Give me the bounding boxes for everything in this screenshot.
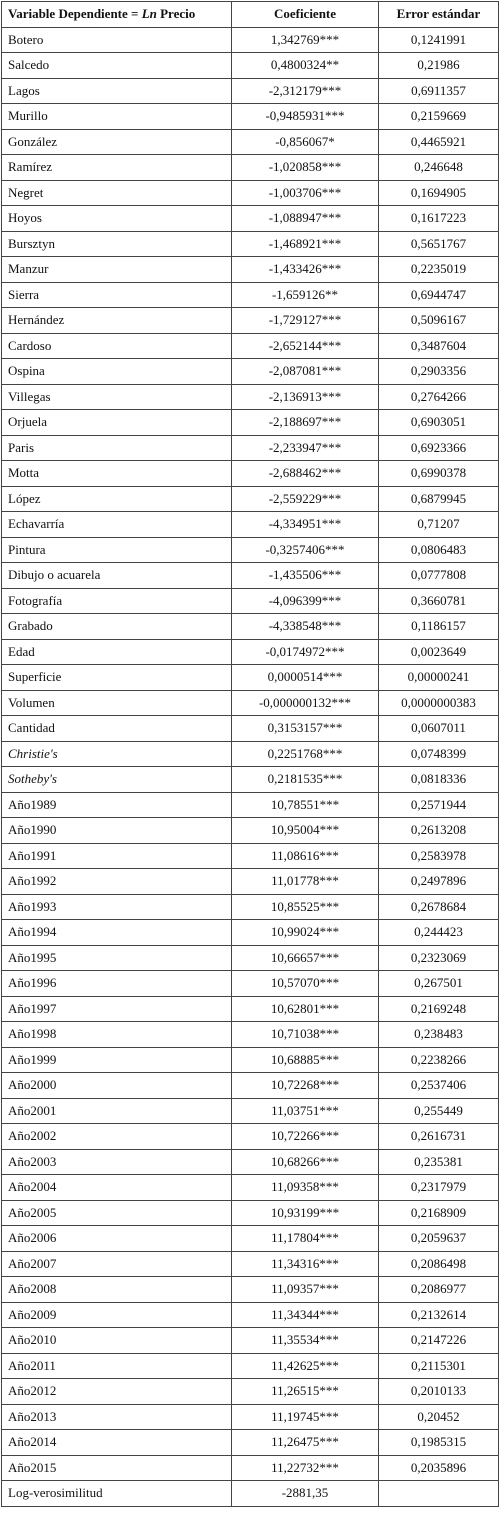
- coefficient-cell: -0,0174972***: [232, 639, 379, 665]
- standard-error-cell: 0,0818336: [379, 767, 499, 793]
- table-row: [2, 767, 499, 793]
- table-row: [2, 818, 499, 844]
- variable-cell: Sierra: [2, 282, 232, 308]
- coefficient-cell: 11,42625***: [232, 1353, 379, 1379]
- variable-cell: Negret: [2, 180, 232, 206]
- coefficient-cell: -2,559229***: [232, 486, 379, 512]
- table-row: [2, 920, 499, 946]
- variable-cell: Año1992: [2, 869, 232, 895]
- standard-error-cell: 0,2159669: [379, 104, 499, 130]
- standard-error-cell: 0,20452: [379, 1404, 499, 1430]
- variable-cell: Dibujo o acuarela: [2, 563, 232, 589]
- variable-cell: Fotografía: [2, 588, 232, 614]
- table-row: [2, 690, 499, 716]
- coefficient-cell: -1,729127***: [232, 308, 379, 334]
- variable-cell: Año2010: [2, 1328, 232, 1354]
- variable-cell: Año2005: [2, 1200, 232, 1226]
- table-row: [2, 1149, 499, 1175]
- coefficient-cell: -1,020858***: [232, 155, 379, 181]
- variable-cell: Motta: [2, 461, 232, 487]
- standard-error-cell: 0,0000000383: [379, 690, 499, 716]
- coefficient-cell: 10,95004***: [232, 818, 379, 844]
- coefficient-cell: 11,17804***: [232, 1226, 379, 1252]
- table-row: [2, 614, 499, 640]
- coefficient-cell: 11,09357***: [232, 1277, 379, 1303]
- table-row: [2, 1124, 499, 1150]
- variable-cell: Año1996: [2, 971, 232, 997]
- table-row: [2, 104, 499, 130]
- table-row: [2, 1430, 499, 1456]
- variable-cell: López: [2, 486, 232, 512]
- table-row: [2, 1175, 499, 1201]
- standard-error-cell: 0,3660781: [379, 588, 499, 614]
- coefficient-cell: 1,342769***: [232, 27, 379, 53]
- variable-cell: Año2009: [2, 1302, 232, 1328]
- coefficient-cell: -2,087081***: [232, 359, 379, 385]
- standard-error-cell: 0,1694905: [379, 180, 499, 206]
- table-row: [2, 869, 499, 895]
- table-row: [2, 1404, 499, 1430]
- standard-error-cell: 0,2613208: [379, 818, 499, 844]
- standard-error-cell: 0,0806483: [379, 537, 499, 563]
- table-row: [2, 512, 499, 538]
- table-row: [2, 27, 499, 53]
- table-row: [2, 333, 499, 359]
- variable-cell: Año2013: [2, 1404, 232, 1430]
- standard-error-cell: 0,2497896: [379, 869, 499, 895]
- variable-cell: Año2003: [2, 1149, 232, 1175]
- variable-cell: Año2008: [2, 1277, 232, 1303]
- table-row: [2, 257, 499, 283]
- table-row: [2, 894, 499, 920]
- header-row: [2, 2, 499, 28]
- variable-cell: Año2006: [2, 1226, 232, 1252]
- coefficient-cell: 0,0000514***: [232, 665, 379, 691]
- variable-cell: Botero: [2, 27, 232, 53]
- header-prefix: Variable Dependiente =: [8, 6, 142, 22]
- table-row: [2, 1200, 499, 1226]
- table-row: [2, 639, 499, 665]
- standard-error-cell: 0,235381: [379, 1149, 499, 1175]
- standard-error-cell: 0,2115301: [379, 1353, 499, 1379]
- standard-error-cell: 0,2132614: [379, 1302, 499, 1328]
- variable-cell: Año1991: [2, 843, 232, 869]
- standard-error-cell: 0,00000241: [379, 665, 499, 691]
- table-row: [2, 231, 499, 257]
- table-row: [2, 282, 499, 308]
- table-row: [2, 206, 499, 232]
- coefficient-cell: -4,338548***: [232, 614, 379, 640]
- standard-error-cell: 0,2903356: [379, 359, 499, 385]
- standard-error-cell: [379, 1481, 499, 1507]
- coefficient-cell: 11,26475***: [232, 1430, 379, 1456]
- variable-cell: Hernández: [2, 308, 232, 334]
- table-row: [2, 588, 499, 614]
- standard-error-cell: 0,2616731: [379, 1124, 499, 1150]
- coefficient-cell: 11,26515***: [232, 1379, 379, 1405]
- standard-error-cell: 0,2235019: [379, 257, 499, 283]
- table-row: [2, 308, 499, 334]
- header-suffix: Precio: [156, 6, 196, 22]
- coefficient-cell: -1,659126**: [232, 282, 379, 308]
- coefficient-cell: -2881,35: [232, 1481, 379, 1507]
- coefficient-cell: 10,78551***: [232, 792, 379, 818]
- coefficient-cell: -0,3257406***: [232, 537, 379, 563]
- variable-cell: Año2014: [2, 1430, 232, 1456]
- variable-cell: Cardoso: [2, 333, 232, 359]
- coefficient-cell: -2,652144***: [232, 333, 379, 359]
- coefficient-cell: -1,468921***: [232, 231, 379, 257]
- coefficient-cell: -2,188697***: [232, 410, 379, 436]
- table-row: [2, 1302, 499, 1328]
- table-row: [2, 1481, 499, 1507]
- coefficient-cell: 11,01778***: [232, 869, 379, 895]
- coefficient-cell: -4,096399***: [232, 588, 379, 614]
- variable-cell: Año1999: [2, 1047, 232, 1073]
- coefficient-cell: 0,4800324**: [232, 53, 379, 79]
- coefficient-cell: -0,856067*: [232, 129, 379, 155]
- variable-cell: Edad: [2, 639, 232, 665]
- table-row: [2, 792, 499, 818]
- variable-cell: Año2002: [2, 1124, 232, 1150]
- coefficient-cell: 11,22732***: [232, 1455, 379, 1481]
- standard-error-cell: 0,4465921: [379, 129, 499, 155]
- standard-error-cell: 0,2571944: [379, 792, 499, 818]
- standard-error-cell: 0,6879945: [379, 486, 499, 512]
- standard-error-cell: 0,2764266: [379, 384, 499, 410]
- standard-error-cell: 0,0607011: [379, 716, 499, 742]
- coefficient-cell: 10,66657***: [232, 945, 379, 971]
- standard-error-cell: 0,6923366: [379, 435, 499, 461]
- table-body: [2, 27, 499, 1506]
- variable-cell: Lagos: [2, 78, 232, 104]
- coefficient-cell: -0,9485931***: [232, 104, 379, 130]
- variable-cell: Año2000: [2, 1073, 232, 1099]
- coefficient-cell: -1,003706***: [232, 180, 379, 206]
- coefficient-cell: 11,08616***: [232, 843, 379, 869]
- coefficient-cell: 10,57070***: [232, 971, 379, 997]
- table-row: [2, 1226, 499, 1252]
- table-row: [2, 410, 499, 436]
- table-row: [2, 1277, 499, 1303]
- standard-error-cell: 0,2583978: [379, 843, 499, 869]
- coefficient-cell: 11,03751***: [232, 1098, 379, 1124]
- table-row: [2, 155, 499, 181]
- standard-error-cell: 0,0777808: [379, 563, 499, 589]
- variable-cell: Pintura: [2, 537, 232, 563]
- header-dependent-variable: [2, 2, 232, 28]
- variable-cell: Superficie: [2, 665, 232, 691]
- standard-error-cell: 0,2238266: [379, 1047, 499, 1073]
- standard-error-cell: 0,2147226: [379, 1328, 499, 1354]
- coefficient-cell: 0,2181535***: [232, 767, 379, 793]
- standard-error-cell: 0,2086498: [379, 1251, 499, 1277]
- table-header: [2, 2, 499, 28]
- table-row: [2, 78, 499, 104]
- table-row: [2, 843, 499, 869]
- table-row: [2, 53, 499, 79]
- variable-cell: Año1993: [2, 894, 232, 920]
- coefficient-cell: 11,19745***: [232, 1404, 379, 1430]
- coefficient-cell: -0,000000132***: [232, 690, 379, 716]
- coefficient-cell: 11,35534***: [232, 1328, 379, 1354]
- table-row: [2, 129, 499, 155]
- coefficient-cell: -1,088947***: [232, 206, 379, 232]
- table-row: [2, 1379, 499, 1405]
- table-row: [2, 1251, 499, 1277]
- variable-cell: Villegas: [2, 384, 232, 410]
- coefficient-cell: 11,34316***: [232, 1251, 379, 1277]
- header-coefficient: Coeficiente: [232, 2, 379, 28]
- standard-error-cell: 0,2323069: [379, 945, 499, 971]
- table-row: [2, 1455, 499, 1481]
- standard-error-cell: 0,2010133: [379, 1379, 499, 1405]
- table-row: [2, 486, 499, 512]
- table-row: [2, 1353, 499, 1379]
- variable-cell: Echavarría: [2, 512, 232, 538]
- variable-cell: Año1994: [2, 920, 232, 946]
- variable-cell: Manzur: [2, 257, 232, 283]
- table-row: [2, 996, 499, 1022]
- variable-cell: Año1997: [2, 996, 232, 1022]
- coefficient-cell: -1,435506***: [232, 563, 379, 589]
- variable-cell: Log-verosimilitud: [2, 1481, 232, 1507]
- coefficient-cell: 0,2251768***: [232, 741, 379, 767]
- standard-error-cell: 0,2678684: [379, 894, 499, 920]
- coefficient-cell: 10,62801***: [232, 996, 379, 1022]
- variable-cell: Año1989: [2, 792, 232, 818]
- standard-error-cell: 0,246648: [379, 155, 499, 181]
- coefficient-cell: 10,72268***: [232, 1073, 379, 1099]
- regression-table: [1, 1, 499, 1507]
- coefficient-cell: 10,85525***: [232, 894, 379, 920]
- variable-cell: Ospina: [2, 359, 232, 385]
- coefficient-cell: 10,68885***: [232, 1047, 379, 1073]
- standard-error-cell: 0,21986: [379, 53, 499, 79]
- variable-cell: Salcedo: [2, 53, 232, 79]
- table-row: [2, 537, 499, 563]
- table-row: [2, 945, 499, 971]
- coefficient-cell: -2,233947***: [232, 435, 379, 461]
- coefficient-cell: -2,688462***: [232, 461, 379, 487]
- standard-error-cell: 0,238483: [379, 1022, 499, 1048]
- standard-error-cell: 0,255449: [379, 1098, 499, 1124]
- standard-error-cell: 0,2059637: [379, 1226, 499, 1252]
- table-row: [2, 180, 499, 206]
- table-row: [2, 1328, 499, 1354]
- coefficient-cell: -1,433426***: [232, 257, 379, 283]
- standard-error-cell: 0,2317979: [379, 1175, 499, 1201]
- variable-cell: Christie's: [2, 741, 232, 767]
- table-row: [2, 1098, 499, 1124]
- table-row: [2, 741, 499, 767]
- variable-cell: Sotheby's: [2, 767, 232, 793]
- variable-cell: Volumen: [2, 690, 232, 716]
- standard-error-cell: 0,1617223: [379, 206, 499, 232]
- variable-cell: Año1995: [2, 945, 232, 971]
- variable-cell: Año2004: [2, 1175, 232, 1201]
- variable-cell: Año2015: [2, 1455, 232, 1481]
- standard-error-cell: 0,2086977: [379, 1277, 499, 1303]
- header-ln: Ln: [141, 6, 157, 22]
- variable-cell: Hoyos: [2, 206, 232, 232]
- table-row: [2, 384, 499, 410]
- standard-error-cell: 0,2537406: [379, 1073, 499, 1099]
- variable-cell: Cantidad: [2, 716, 232, 742]
- standard-error-cell: 0,0023649: [379, 639, 499, 665]
- header-standard-error: Error estándar: [379, 2, 499, 28]
- standard-error-cell: 0,71207: [379, 512, 499, 538]
- table-row: [2, 435, 499, 461]
- table-row: [2, 665, 499, 691]
- coefficient-cell: 10,68266***: [232, 1149, 379, 1175]
- coefficient-cell: 10,72266***: [232, 1124, 379, 1150]
- standard-error-cell: 0,2035896: [379, 1455, 499, 1481]
- variable-cell: Orjuela: [2, 410, 232, 436]
- coefficient-cell: -2,136913***: [232, 384, 379, 410]
- variable-cell: Año1990: [2, 818, 232, 844]
- standard-error-cell: 0,2169248: [379, 996, 499, 1022]
- coefficient-cell: 10,71038***: [232, 1022, 379, 1048]
- variable-cell: Murillo: [2, 104, 232, 130]
- standard-error-cell: 0,3487604: [379, 333, 499, 359]
- standard-error-cell: 0,1241991: [379, 27, 499, 53]
- standard-error-cell: 0,244423: [379, 920, 499, 946]
- standard-error-cell: 0,0748399: [379, 741, 499, 767]
- table-row: [2, 563, 499, 589]
- variable-cell: Año2012: [2, 1379, 232, 1405]
- variable-cell: Bursztyn: [2, 231, 232, 257]
- coefficient-cell: 0,3153157***: [232, 716, 379, 742]
- table-row: [2, 1047, 499, 1073]
- table-row: [2, 359, 499, 385]
- table-row: [2, 1022, 499, 1048]
- variable-cell: Año2011: [2, 1353, 232, 1379]
- table-row: [2, 1073, 499, 1099]
- coefficient-cell: 10,93199***: [232, 1200, 379, 1226]
- variable-cell: Año2007: [2, 1251, 232, 1277]
- coefficient-cell: 10,99024***: [232, 920, 379, 946]
- table-row: [2, 461, 499, 487]
- standard-error-cell: 0,6903051: [379, 410, 499, 436]
- standard-error-cell: 0,267501: [379, 971, 499, 997]
- standard-error-cell: 0,6911357: [379, 78, 499, 104]
- coefficient-cell: -2,312179***: [232, 78, 379, 104]
- regression-table-container: [1, 1, 500, 1507]
- coefficient-cell: 11,09358***: [232, 1175, 379, 1201]
- variable-cell: Año2001: [2, 1098, 232, 1124]
- standard-error-cell: 0,6944747: [379, 282, 499, 308]
- standard-error-cell: 0,2168909: [379, 1200, 499, 1226]
- table-row: [2, 716, 499, 742]
- coefficient-cell: -4,334951***: [232, 512, 379, 538]
- variable-cell: Ramírez: [2, 155, 232, 181]
- variable-cell: González: [2, 129, 232, 155]
- variable-cell: Año1998: [2, 1022, 232, 1048]
- variable-cell: Grabado: [2, 614, 232, 640]
- variable-cell: Paris: [2, 435, 232, 461]
- standard-error-cell: 0,5096167: [379, 308, 499, 334]
- standard-error-cell: 0,1186157: [379, 614, 499, 640]
- table-row: [2, 971, 499, 997]
- standard-error-cell: 0,1985315: [379, 1430, 499, 1456]
- standard-error-cell: 0,5651767: [379, 231, 499, 257]
- coefficient-cell: 11,34344***: [232, 1302, 379, 1328]
- standard-error-cell: 0,6990378: [379, 461, 499, 487]
